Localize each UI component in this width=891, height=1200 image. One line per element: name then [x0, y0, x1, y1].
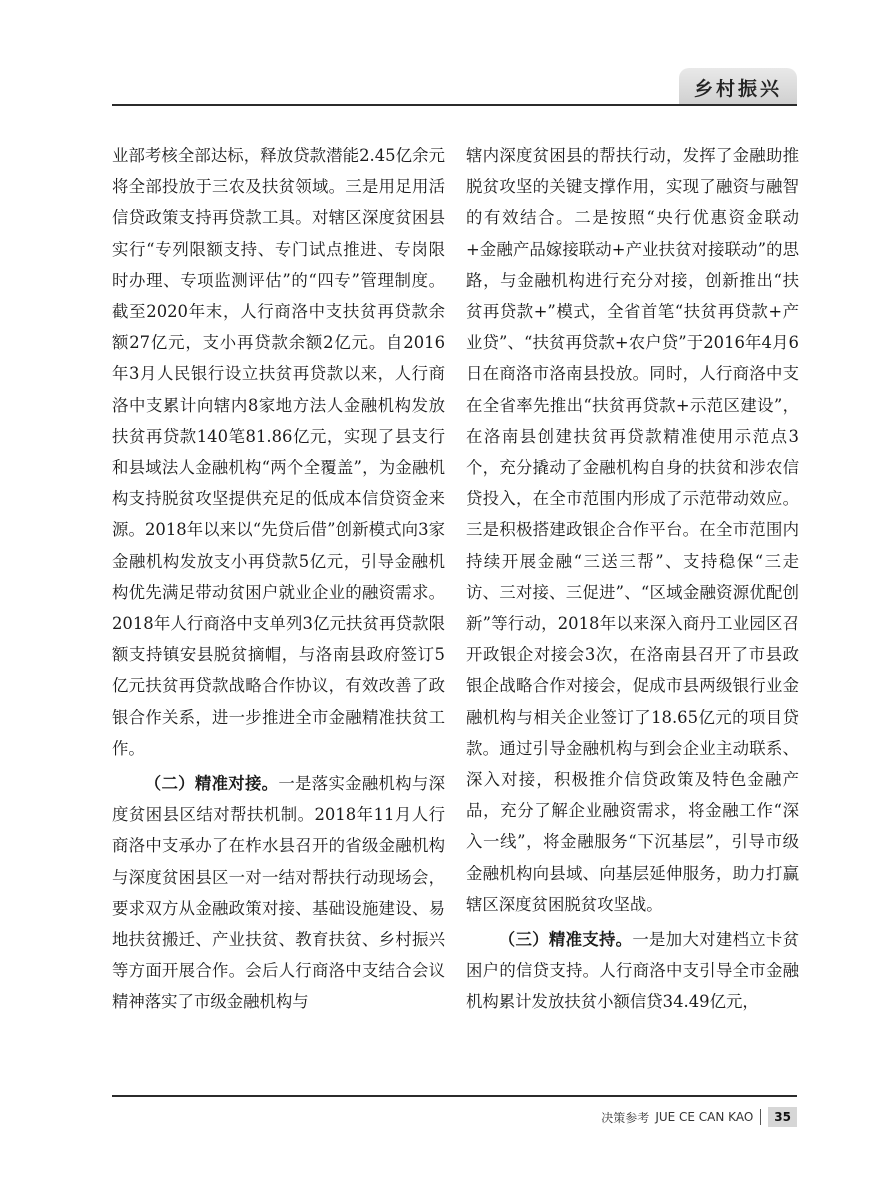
journal-name-cn: 决策参考 — [601, 1110, 650, 1125]
left-column — [112, 140, 445, 1018]
section-tag: 乡村振兴 — [679, 68, 797, 106]
subsection-heading: （二）精准对接。 — [144, 774, 279, 794]
right-column — [466, 140, 799, 1018]
paragraph-text: 一是落实金融机构与深度贫困县区结对帮扶机制。2018年11月人行商洛中支承办了在柞水县召开的省级金融机构与深度贫困县区一对一结对帮扶行动现场会，要求双方从金融政策对接、基础设施建设、易地扶贫搬迁、产业扶贫、教育扶贫、乡村振兴等方面开展合作。会后人行商洛中支结合会议精神落实了市级金融机构与 — [112, 774, 446, 1012]
subsection-heading: （三）精准支持。 — [498, 930, 633, 950]
journal-name-en: JUE CE CAN KAO — [655, 1110, 754, 1124]
body-paragraph: 辖内深度贫困县的帮扶行动，发挥了金融助推脱贫攻坚的关键支撑作用，实现了融资与融智的有效结合。二是按照“央行优惠资金联动+金融产品嫁接联动+产业扶贫对接联动”的思路，与金融机构进行充分对接，创新推出“扶贫再贷款+”模式，全省首笔“扶贫再贷款+产业贷”、“扶贫再贷款+农户贷”于2016年4月6日在商洛市洛南县投放。同时，人行商洛中支在全省率先推出“扶贫再贷款+示范区建设”，在洛南县创建扶贫再贷款精准使用示范点3个，充分撬动了金融机构自身的扶贫和涉农信贷投入，在全市范围内形成了示范带动效应。三是积极搭建政银企合作平台。在全市范围内持续开展金融“三送三帮”、支持稳保“三走访、三对接、三促进”、“区域金融资源优配创新”等行动，2018年以来深入商丹工业园区召开政银企对接会3次，在洛南县召开了市县政银企战略合作对接会，促成市县两级银行业金融机构与相关企业签订了18.65亿元的项目贷款。通过引导金融机构与到会企业主动联系、深入对接，积极推介信贷政策及特色金融产品，充分了解企业融资需求，将金融工作“深入一线”，将金融服务“下沉基层”，引导市级金融机构向县域、向基层延伸服务，助力打赢辖区深度贫困脱贫攻坚战。 — [466, 146, 799, 914]
page-number: 35 — [768, 1107, 797, 1127]
header-rule — [112, 104, 797, 106]
body-paragraph — [112, 768, 445, 1018]
paragraph-text: 一是加大对建档立卡贫困户的信贷支持。人行商洛中支引导全市金融机构累计发放扶贫小额信贷34.49亿元， — [466, 930, 800, 1012]
footer-rule — [112, 1095, 797, 1097]
body-paragraph — [466, 924, 799, 1018]
page-footer — [601, 1107, 797, 1127]
footer-separator — [760, 1109, 761, 1125]
body-paragraph: 业部考核全部达标，释放贷款潜能2.45亿余元将全部投放于三农及扶贫领域。三是用足用活信贷政策支持再贷款工具。对辖区深度贫困县实行“专列限额支持、专门试点推进、专岗限时办理、专项监测评估”的“四专”管理制度。截至2020年末，人行商洛中支扶贫再贷款余额27亿元，支小再贷款余额2亿元。自2016年3月人民银行设立扶贫再贷款以来，人行商洛中支累计向辖内8家地方法人金融机构发放扶贫再贷款140笔81.86亿元，实现了县支行和县域法人金融机构“两个全覆盖”，为金融机构支持脱贫攻坚提供充足的低成本信贷资金来源。2018年以来以“先贷后借”创新模式向3家金融机构发放支小再贷款5亿元，引导金融机构优先满足带动贫困户就业企业的融资需求。2018年人行商洛中支单列3亿元扶贫再贷款限额支持镇安县脱贫摘帽，与洛南县政府签订5亿元扶贫再贷款战略合作协议，有效改善了政银合作关系，进一步推进全市金融精准扶贫工作。 — [112, 146, 445, 758]
